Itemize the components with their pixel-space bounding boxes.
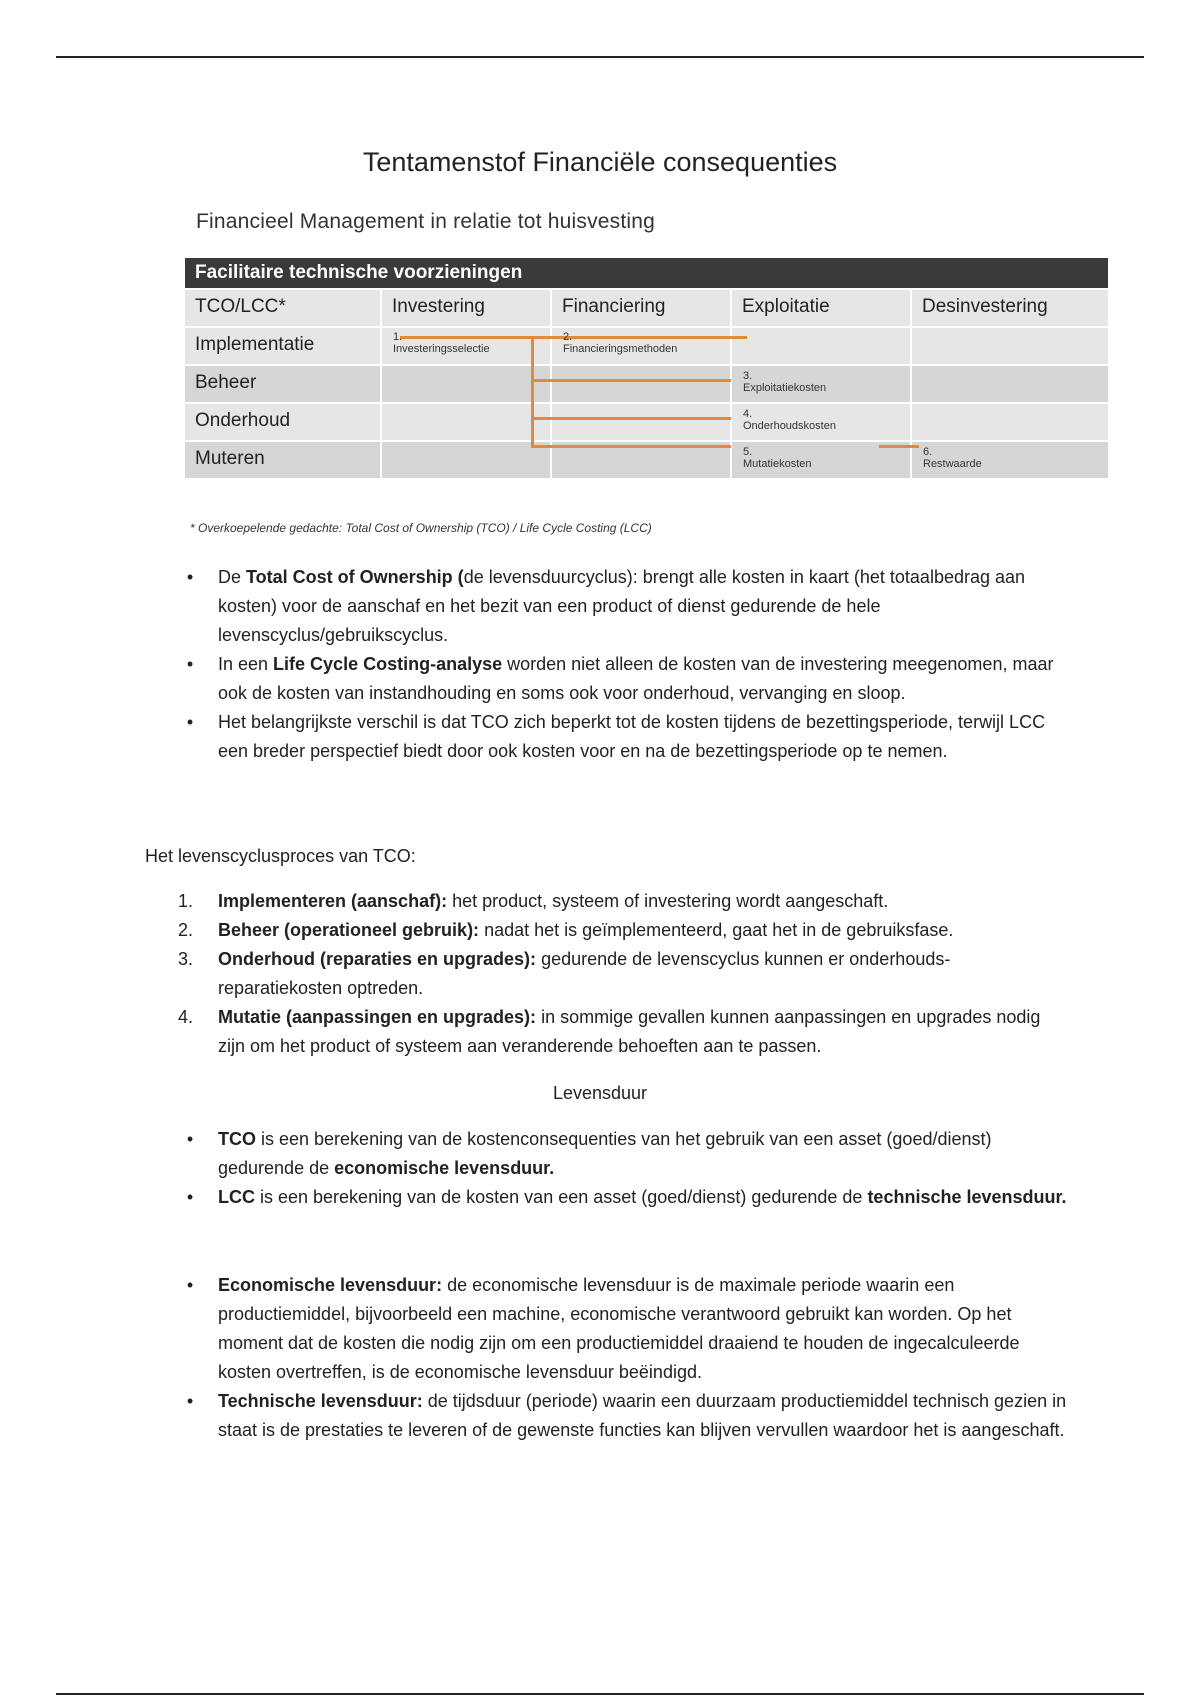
step-4: 4. Onderhoudskosten <box>743 408 836 432</box>
definition-list <box>186 1271 1068 1445</box>
page-title: Tentamenstof Financiële consequenties <box>362 147 838 177</box>
intro-bullet-list <box>186 563 1068 766</box>
diagram-title: Financieel Management in relatie tot huisvesting <box>196 210 656 233</box>
list-item: 2. Beheer (operationeel gebruik): nadat het is geïmplementeerd, gaat het in de gebruiksfase. <box>178 920 954 940</box>
list-item: 1. Implementeren (aanschaf): het product, systeem of investering wordt aangeschaft. <box>178 891 889 911</box>
connector-line <box>531 417 731 420</box>
connector-line <box>531 338 534 448</box>
step-3: 3. Exploitatiekosten <box>743 370 827 394</box>
diagram-footnote: * Overkoepelende gedachte: Total Cost of Ownership (TCO) / Life Cycle Costing (LCC) <box>190 521 652 535</box>
list-item: • LCC is een berekening van de kosten van een asset (goed/dienst) gedurende de technische levensduur. <box>186 1187 1067 1207</box>
grid-cell <box>382 404 550 440</box>
list-item: • Economische levensduur: de economische levensduur is de maximale periode waarin een productiemiddel, bijvoorbeeld een machine, economische verantwoord gebruikt kan worden. Op het moment dat de kosten die nodig zijn om een productiemiddel draaiend te houden de ingecalculeerde kosten overtreffen, is de economische levensduur beëindigd. <box>186 1275 1020 1382</box>
grid-cell <box>552 404 730 440</box>
list-item: • Het belangrijkste verschil is dat TCO zich beperkt tot de kosten tijdens de bezettingsperiode, terwijl LCC een breder perspectief biedt door ook kosten voor en na de bezettingsperiode op te nemen. <box>186 712 1046 761</box>
process-heading: Het levenscyclusproces van TCO: <box>145 846 416 866</box>
top-rule <box>56 56 1144 58</box>
col-header-financiering: Financiering <box>552 290 730 326</box>
grid-cell <box>382 366 550 402</box>
levensduur-heading: Levensduur <box>552 1083 648 1103</box>
list-item: • TCO is een berekening van de kostenconsequenties van het gebruik van een asset (goed/dienst) gedurende de economische levensduur. <box>186 1129 992 1178</box>
col-header-desinvestering: Desinvestering <box>912 290 1108 326</box>
col-header-investering: Investering <box>382 290 550 326</box>
connector-line <box>531 445 731 448</box>
step-2: 2. Financieringsmethoden <box>563 331 678 355</box>
step-6: 6. Restwaarde <box>923 446 982 470</box>
tco-lcc-diagram <box>185 258 1108 478</box>
process-list <box>178 887 1068 1061</box>
grid-cell <box>912 366 1108 402</box>
grid-cell <box>382 442 550 478</box>
connector-line <box>879 445 919 448</box>
list-item: • In een Life Cycle Costing-analyse worden niet alleen de kosten van de investering meegenomen, maar ook de kosten van instandhouding en soms ook voor onderhoud, vervanging en sloop. <box>186 654 1054 703</box>
grid-cell <box>552 366 730 402</box>
row-header-onderhoud: Onderhoud <box>185 404 380 440</box>
list-item: 3. Onderhoud (reparaties en upgrades): gedurende de levenscyclus kunnen er onderhouds-reparatiekosten optreden. <box>178 949 951 998</box>
list-item: 4. Mutatie (aanpassingen en upgrades): in sommige gevallen kunnen aanpassingen en upgrades nodig zijn om het product of systeem aan veranderende behoeften aan te passen. <box>178 1007 1041 1056</box>
grid-cell <box>912 404 1108 440</box>
list-item: • De Total Cost of Ownership (de levensduurcyclus): brengt alle kosten in kaart (het totaalbedrag aan kosten) voor de aanschaf en het bezit van een product of dienst gedurende de hele levenscyclus/gebruikscyclus. <box>186 567 1026 645</box>
connector-line <box>531 379 731 382</box>
grid-cell <box>912 328 1108 364</box>
step-1: 1. Investeringsselectie <box>393 331 490 355</box>
list-item: • Technische levensduur: de tijdsduur (periode) waarin een duurzaam productiemiddel technisch gezien in staat is de prestaties te leveren of de gewenste functies kan blijven vervullen waardoor het is aangeschaft. <box>186 1391 1067 1440</box>
row-header-implementatie: Implementatie <box>185 328 380 364</box>
row-header-beheer: Beheer <box>185 366 380 402</box>
grid-cell <box>732 328 910 364</box>
row-header-muteren: Muteren <box>185 442 380 478</box>
levensduur-list <box>186 1125 1068 1212</box>
step-5: 5. Mutatiekosten <box>743 446 812 470</box>
bottom-rule <box>56 1693 1144 1695</box>
diagram-header: Facilitaire technische voorzieningen <box>185 258 1108 288</box>
corner-cell: TCO/LCC* <box>185 290 380 326</box>
col-header-exploitatie: Exploitatie <box>732 290 910 326</box>
